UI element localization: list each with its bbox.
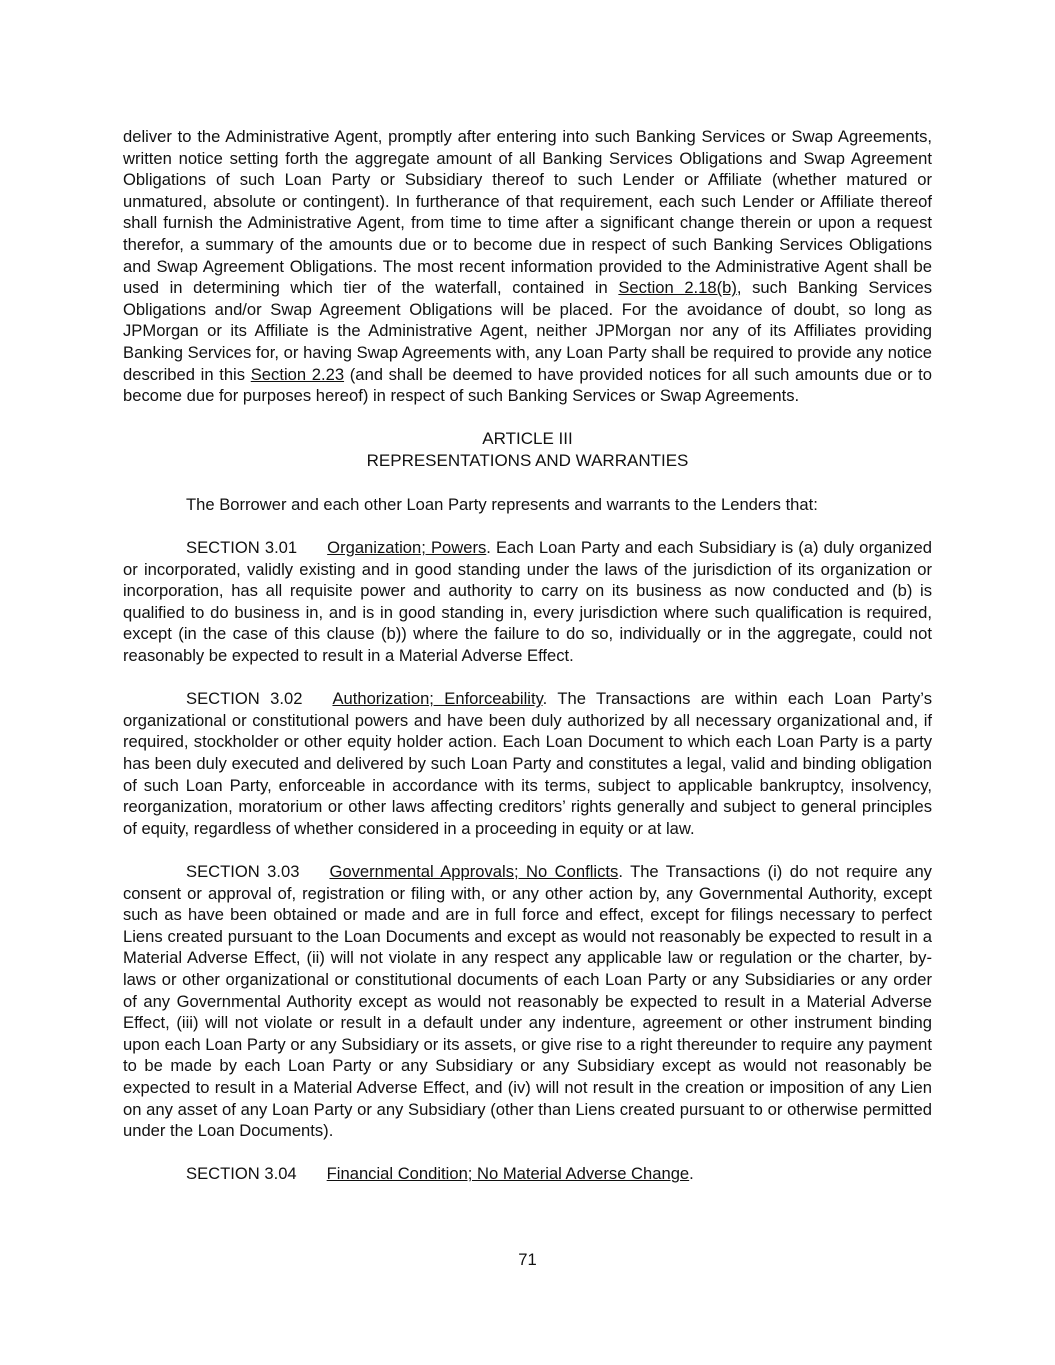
section-number: SECTION 3.02 xyxy=(186,689,303,709)
continuation-paragraph xyxy=(123,126,932,407)
section-3-04-paragraph xyxy=(123,1163,932,1185)
body-text: (and shall be deemed to have provided notices for all such amounts due or to become due for purposes hereof) in respect of such Banking Services or Swap Agreements. xyxy=(123,364,932,406)
section-body: . The Transactions (i) do not require any consent or approval of, registration or filing with, or any other action by, any Governmental Authority, except such as have been obtained or made and are in full force and effect, except for filings necessary to perfect Liens created pursuant to the Loan Documents and except as would not reasonably be expected to result in a Material Adverse Effect, (ii) will not violate in any respect any applicable law or regulation or the charter, by-laws or other organizational or constitutional documents of each Loan Party or any Subsidiaries or any order of any Governmental Authority except as would not reasonably be expected to result in a Material Adverse Effect, (iii) will not violate or result in a default under any indenture, agreement or other instrument binding upon each Loan Party or any Subsidiary or its assets, or give rise to a right thereunder to require any payment to be made by each Loan Party or any Subsidiary or any Subsidiary except as would not reasonably be expected to result in a Material Adverse Effect, and (iv) will not result in the creation or imposition of any Lien on any asset of any Loan Party or any Subsidiary (other than Liens created pursuant to or otherwise permitted under the Loan Documents). xyxy=(123,862,932,1141)
article-heading-block xyxy=(123,428,932,472)
section-body: . The Transactions are within each Loan Party’s organizational or constitutional powers and have been duly authorized by all necessary organizational and, if required, stockholder or other equity holder action. Each Loan Document to which each Loan Party is a party has been duly executed and delivered by such Loan Party and constitutes a legal, valid and binding obligation of such Loan Party, enforceable in accordance with its terms, subject to applicable bankruptcy, insolvency, reorganization, moratorium or other laws affecting creditors’ rights generally and subject to general principles of equity, regardless of whether considered in a proceeding in equity or at law. xyxy=(123,689,932,838)
section-heading: Authorization; Enforceability xyxy=(332,689,543,709)
section-body: . xyxy=(689,1164,694,1184)
section-body: . Each Loan Party and each Subsidiary is (a) duly organized or incorporated, validly existing and in good standing under the laws of the jurisdiction of its organization or incorporation, has all requisite power and authority to carry on its business as now conducted and (b) is qualified to do business in, and is in good standing in, every jurisdiction where such qualification is required, except (in the case of this clause (b)) where the failure to do so, individually or in the aggregate, could not reasonably be expected to result in a Material Adverse Effect. xyxy=(123,538,932,666)
body-text: deliver to the Administrative Agent, promptly after entering into such Banking Services or Swap Agreements, written notice setting forth the aggregate amount of all Banking Services Obligations and Swap Agreement Obligations of such Loan Party or Subsidiary thereof to such Lender or Affiliate (whether matured or unmatured, absolute or contingent). In furtherance of that requirement, each such Lender or Affiliate thereof shall furnish the Administrative Agent, from time to time after a significant change therein or upon a request therefor, a summary of the amounts due or to become due in respect of such Banking Services Obligations and Swap Agreement Obligations. The most recent information provided to the Administrative Agent shall be used in determining which tier of the waterfall, contained in xyxy=(123,127,932,298)
section-number: SECTION 3.03 xyxy=(186,862,300,881)
section-3-02-paragraph xyxy=(123,688,932,839)
section-3-03-paragraph xyxy=(123,861,932,1142)
section-heading: Financial Condition; No Material Adverse Change xyxy=(326,1164,690,1184)
section-number: SECTION 3.01 xyxy=(186,538,298,558)
section-heading: Governmental Approvals; No Conflicts xyxy=(329,862,619,881)
section-heading: Organization; Powers xyxy=(327,538,487,558)
section-2-23-reference[interactable]: Section 2.23 xyxy=(250,364,345,384)
section-3-01-paragraph xyxy=(123,537,932,667)
page-number: 71 xyxy=(518,1250,537,1269)
article-title: ARTICLE III xyxy=(482,429,573,449)
intro-paragraph: The Borrower and each other Loan Party represents and warrants to the Lenders that: xyxy=(186,494,818,514)
section-number: SECTION 3.04 xyxy=(186,1164,297,1184)
section-2-18-b-reference[interactable]: Section 2.18(b) xyxy=(618,278,737,298)
article-subtitle: REPRESENTATIONS AND WARRANTIES xyxy=(366,451,689,471)
body-text: , such Banking Services Obligations and/or Swap Agreement Obligations will be placed. For the avoidance of doubt, so long as JPMorgan or its Affiliate is the Administrative Agent, neither JPMorgan nor any of its Affiliates providing Banking Services for, or having Swap Agreements with, any Loan Party shall be required to provide any notice described in this xyxy=(123,278,932,384)
